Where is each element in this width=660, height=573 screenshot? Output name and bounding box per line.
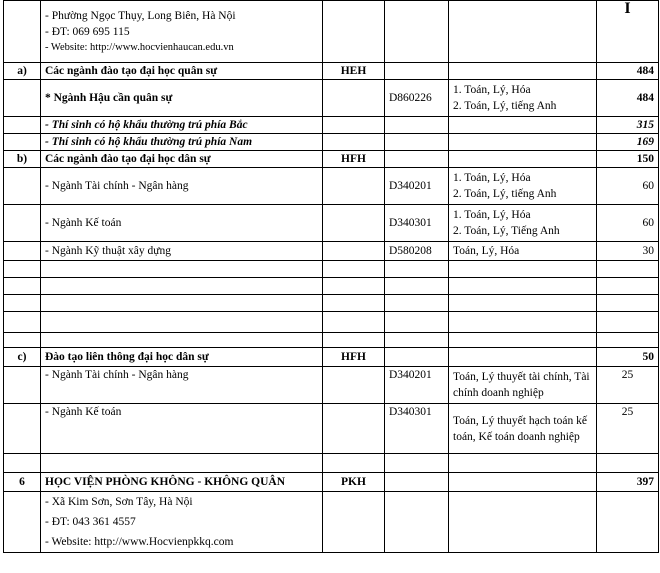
empty-row [4,333,659,348]
major-row: - Ngành Tài chính - Ngân hàng D340201 Toán, Lý thuyết tài chính, Tài chính doanh nghiệp 25 [4,367,659,404]
quota-region-row: - Thí sinh có hộ khẩu thường trú phía Nam 169 [4,134,659,151]
quota-cell: 169 [597,134,659,151]
quota-region-row: - Thí sinh có hộ khẩu thường trú phía Bắc 315 [4,117,659,134]
school-code: HFH [323,348,385,367]
subject-groups: 1. Toán, Lý, Hóa 2. Toán, Lý, tiếng Anh [449,80,597,117]
school-number: 6 [4,473,41,492]
section-row-b: b) Các ngành đào tạo đại học dân sự HFH 150 [4,151,659,168]
subject-groups: Toán, Lý thuyết hạch toán kế toán, Kế toán doanh nghiệp [449,404,597,454]
major-code: D860226 [385,80,449,117]
major-row: - Ngành Kế toán D340301 1. Toán, Lý, Hóa 2. Toán, Lý, Tiếng Anh 60 [4,205,659,242]
subject-groups: Toán, Lý thuyết tài chính, Tài chính doanh nghiệp [449,367,597,404]
quota-cell: 484 [597,63,659,80]
section-title: Đào tạo liên thông đại học dân sự [41,348,323,367]
quota-cell: I [624,0,631,17]
quota-cell: 25 [597,367,659,404]
quota-cell: 30 [597,242,659,261]
school-name: HỌC VIỆN PHÒNG KHÔNG - KHÔNG QUÂN [41,473,323,492]
school-info-row [4,492,659,553]
section-row-a: a) Các ngành đào tạo đại học quân sự HEH 484 [4,63,659,80]
empty-row [4,295,659,312]
section-row-c: c) Đào tạo liên thông đại học dân sự HFH 50 [4,348,659,367]
subject-groups: 1. Toán, Lý, Hóa 2. Toán, Lý, Tiếng Anh [449,205,597,242]
empty-row [4,454,659,473]
school-code: HEH [323,63,385,80]
empty-row [4,312,659,333]
major-row: * Ngành Hậu cần quân sự D860226 1. Toán, Lý, Hóa 2. Toán, Lý, tiếng Anh 484 [4,80,659,117]
school-row [4,473,659,492]
major-code: D580208 [385,242,449,261]
section-title: Các ngành đào tạo đại học dân sự [41,151,323,168]
quota-cell: 50 [597,348,659,367]
major-row: - Ngành Tài chính - Ngân hàng D340201 1. Toán, Lý, Hóa 2. Toán, Lý, tiếng Anh 60 [4,168,659,205]
quota-cell: 484 [597,80,659,117]
empty-row [4,261,659,278]
major-row: - Ngành Kỹ thuật xây dựng D580208 Toán, Lý, Hóa 30 [4,242,659,261]
quota-cell: 60 [597,168,659,205]
quota-cell: 60 [597,205,659,242]
school-contact: - Phường Ngọc Thụy, Long Biên, Hà Nội - ĐT: 069 695 115 - Website: http://www.hocvienhaucan.edu.vn [41,1,323,63]
quota-cell: 397 [597,473,659,492]
major-code: D340201 [385,367,449,404]
major-row: - Ngành Kế toán D340301 Toán, Lý thuyết hạch toán kế toán, Kế toán doanh nghiệp 25 [4,404,659,454]
quota-cell: 25 [597,404,659,454]
major-code: D340301 [385,404,449,454]
major-code: D340201 [385,168,449,205]
school-code: PKH [323,473,385,492]
subject-groups: 1. Toán, Lý, Hóa 2. Toán, Lý, tiếng Anh [449,168,597,205]
quota-cell: 315 [597,117,659,134]
school-code: HFH [323,151,385,168]
major-code: D340301 [385,205,449,242]
school-info-row [4,1,659,63]
subject-groups: Toán, Lý, Hóa [449,242,597,261]
quota-cell: 150 [597,151,659,168]
school-contact: - Xã Kim Sơn, Sơn Tây, Hà Nội - ĐT: 043 361 4557 - Website: http://www.Hocvienpkkq.com [41,492,323,553]
admissions-table [3,0,659,553]
empty-row [4,278,659,295]
section-title: Các ngành đào tạo đại học quân sự [41,63,323,80]
